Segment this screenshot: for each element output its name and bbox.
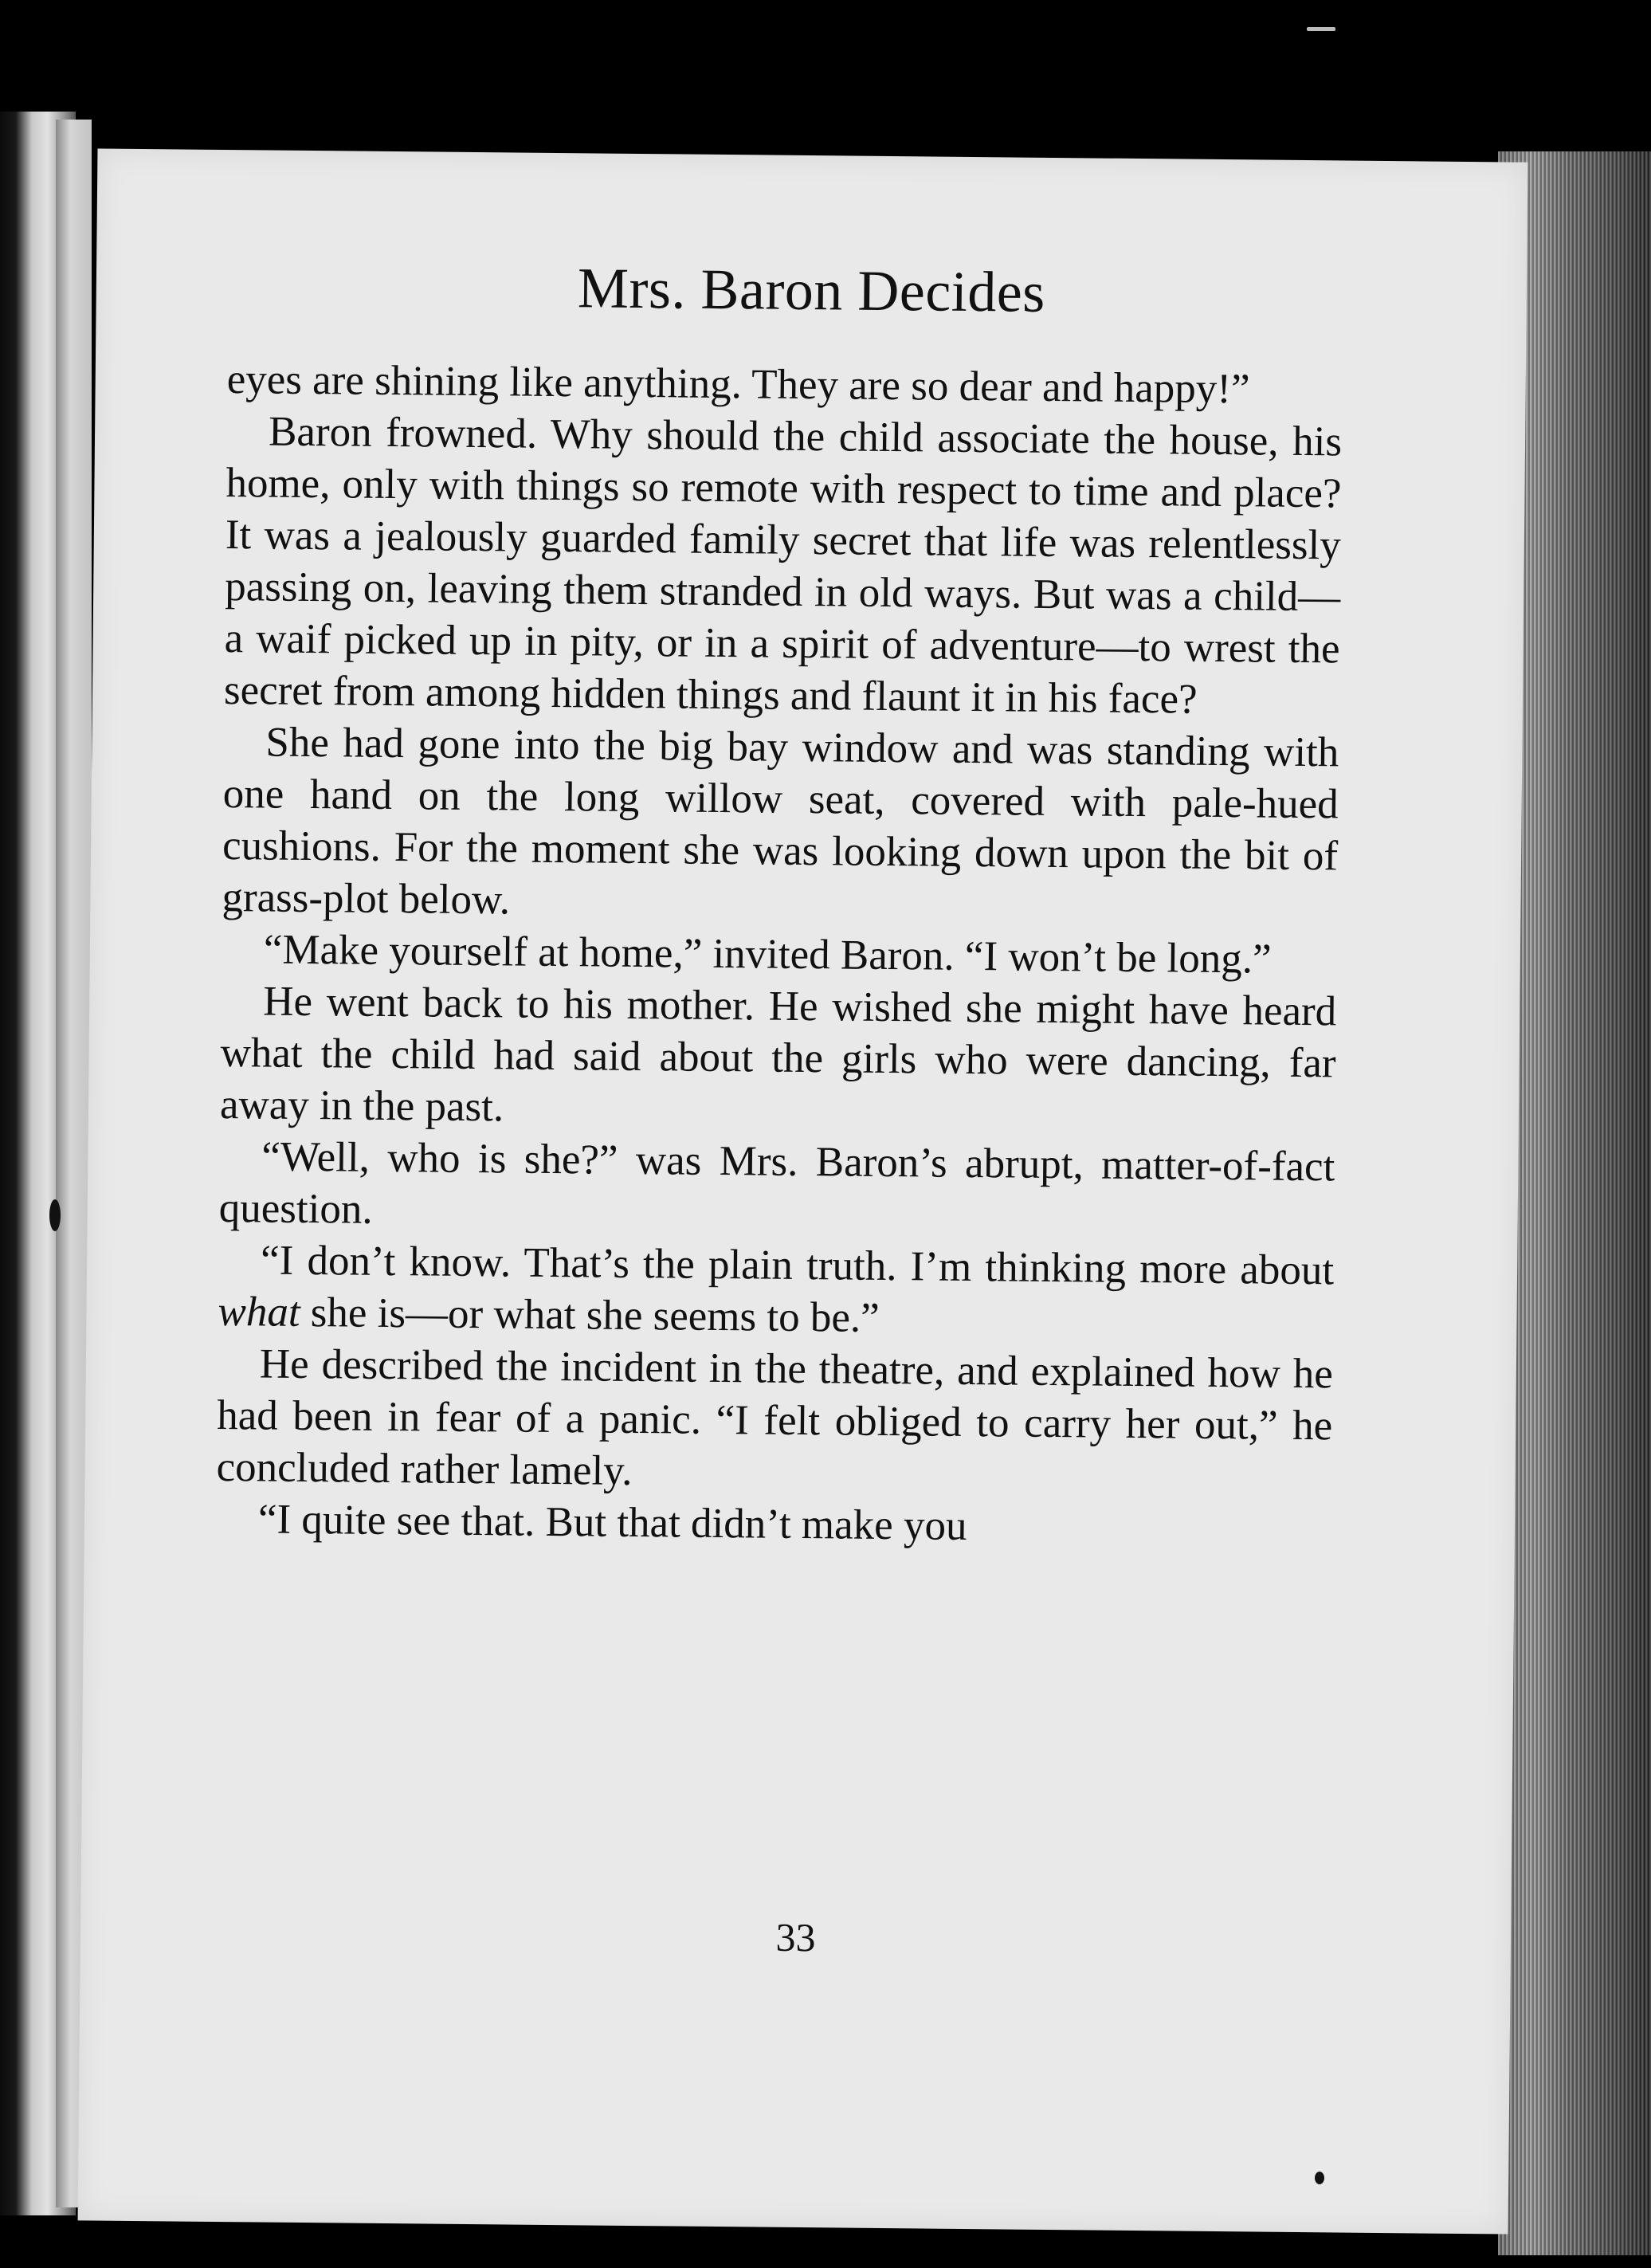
paragraph-text: “I don’t know. That’s the plain truth. I’m thinking more about: [260, 1237, 1335, 1294]
paragraph: Baron frowned. Why should the child associate the house, his home, only with things so remote with respect to time and place? It was a jealously guarded family secret that life was relentlessly passing on, leaving them stranded in old ways. But was a child—a waif picked up in pity, or in a spirit of adventure—to wrest the secret from among hidden things and flaunt it in his face?: [223, 408, 1343, 723]
italic-word: what: [218, 1288, 300, 1336]
page-number: 33: [775, 1914, 816, 1960]
paragraph: “Well, who is she?” was Mrs. Baron’s abrupt, matter-of-fact question.: [218, 1133, 1335, 1233]
page-body: [216, 354, 1343, 1556]
paragraph: He went back to his mother. He wished she might have heard what the child had said about the girls who were dancing, far away in the past.: [219, 978, 1337, 1131]
paragraph: “Make yourself at home,” invited Baron. “I won’t be long.”: [263, 926, 1272, 983]
scan-background: [0, 0, 1651, 120]
paragraph: She had gone into the big bay window and was standing with one hand on the long willow seat, covered with pale-hued cushions. For the moment she was looking down upon the bit of grass-plot below.: [222, 719, 1339, 924]
scan-speck: [1307, 27, 1335, 31]
book-page: [78, 148, 1528, 2234]
scan-speck: [1315, 2172, 1324, 2184]
paragraph: eyes are shining like anything. They are so dear and happy!”: [226, 356, 1250, 413]
paragraph: [218, 1234, 1334, 1348]
paragraph-text: she is—or what she seems to be.”: [300, 1289, 880, 1341]
scan-speck: [49, 1199, 61, 1231]
paragraph: He described the incident in the theatre, and explained how he had been in fear of a panic. “I felt obliged to carry her out,” he concluded rather lamely.: [216, 1340, 1334, 1494]
running-header: Mrs. Baron Decides: [577, 256, 1046, 324]
paragraph: “I quite see that. But that didn’t make you: [257, 1496, 967, 1549]
